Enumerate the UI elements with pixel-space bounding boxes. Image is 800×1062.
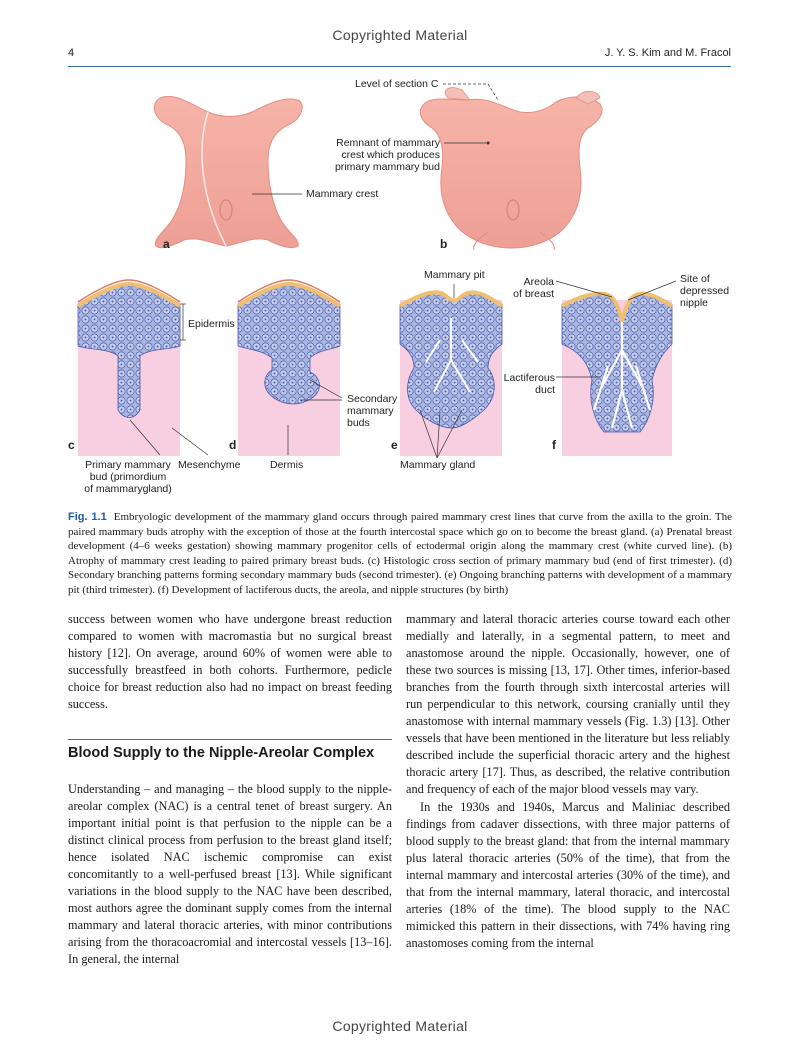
label-primary-bud-line1: Primary mammary [85,459,171,471]
section-heading: Blood Supply to the Nipple-Areolar Complex [68,745,375,761]
panel-letter-b: b [440,237,448,251]
panel-d-histology [238,280,342,456]
label-areola-line1: Areola [523,276,554,288]
panel-letter-e: e [391,438,398,452]
running-head-authors: J. Y. S. Kim and M. Fracol [604,47,731,59]
label-primary-bud-line3: of mammarygland) [84,483,172,495]
label-mammary-gland: Mammary gland [400,459,476,471]
left-column-paragraph-1 [68,611,392,713]
label-primary-bud-line2: bud (primordium [89,471,167,483]
label-remnant [334,137,440,173]
panel-letter-f: f [552,438,556,452]
label-lactiferous-line1: Lactiferous [503,372,555,384]
label-secondary-line2: mammary [347,405,394,417]
label-site [680,273,729,309]
figure-caption [68,510,732,598]
panel-letter-c: c [68,438,75,452]
label-level-of-section: Level of section C [355,78,439,90]
panel-b-embryo [420,84,602,250]
body-paragraph: Understanding – and managing – the blood supply to the nipple-areolar complex (NAC) is a central tenet of breast surgery. An important initial point is that perfusion to the nipple can be a distinct clinical process from perfusion to the breast gland itself; hence isolated NAC ischemic compromise can exist concomitantly to a well-perfused breast [13]. While significant variations in the blood supply to the NAC have been described, most authors agree the dominant supply comes from the internal mammary and lateral thoracic arteries, with minor contributions arising from the thoracoacromial and intercostal vessels [13–16]. In general, the internal [68,782,392,967]
body-paragraph: success between women who have undergone breast reduction compared to women with macromastia but no surgical breast history [12]. On average, around 60% of women were able to successfully breastfeed in both cohorts. Furthermore, pedicle choice for breast reduction also had no impact on breast feeding success. [68,612,392,712]
label-lactiferous-line2: duct [535,384,555,396]
watermark-bottom: Copyrighted Material [332,1018,468,1034]
body-paragraph: In the 1930s and 1940s, Marcus and Maliniac described findings from cadaver dissections, with three major patterns of blood supply to the breast gland: that from the internal mammary plus lateral thoracic arteries (50% of the time), that from the internal mammary and intercostal arteries (30% of the time), and that from the internal mammary, lateral thoracic, and intercostal arteries (18% of the time). The blood supply to the NAC mimicked this pattern in their dissections, with 74% having ring anastomoses coming from the internal [406,799,730,950]
figure-caption-label: Fig. 1.1 [68,511,107,523]
body-paragraph: mammary and lateral thoracic arteries course toward each other medially and laterally, in a segmental pattern, to meet and anastomose around the nipple. Occasionally, however, one of these two sources is missing [13, 17]. Other times, inferior-based branches from the fourth through sixth intercostal arteries will run perpendicular to this network, coursing cranially until they anastomose with internal mammary vessels (Fig. 1.3) [13]. Other vessels that have been mentioned in the literature but less reliably described include the superficial thoracic artery and the highest thoracic artery [17]. Thus, as described, the relative contribution and frequency of each of the major blood vessels may vary. [406,612,730,797]
label-mesenchyme: Mesenchyme [178,459,241,471]
panel-f-histology [556,281,676,456]
label-site-line3: nipple [680,297,709,309]
label-remnant-line1: Remnant of mammary [336,137,440,149]
label-site-line2: depressed [680,285,730,297]
label-secondary-line1: Secondary [347,393,398,405]
label-epidermis: Epidermis [188,318,235,330]
label-secondary [347,393,397,429]
label-remnant-line3: primary mammary bud [334,161,440,173]
right-column [406,611,730,952]
figure-illustration [0,0,800,505]
label-dermis: Dermis [270,459,304,471]
label-areola-line2: of breast [513,288,554,300]
figure-caption-text: Embryologic development of the mammary gland occurs through paired mammary crest lines that curve from the axilla to the groin. The paired mammary buds atrophy with the exception of those at the fourth intercostal space which go on to become the breast gland. (a) Prenatal breast development (4–6 weeks gestation) showing mammary progenitor cells of ectodermal origin along the mammary crest (white curved line). (b) Atrophy of mammary crest leading to paired primary breast buds. (c) Histologic cross section of primary mammary bud (end of first trimester). (d) Secondary branching patterns forming secondary mammary buds (second trimester). (e) Ongoing branching patterns with development of a mammary pit (third trimester). (f) Development of lactiferous ducts, the areola, and nipple structures (by birth) [68,511,732,596]
watermark-top: Copyrighted Material [332,27,468,43]
section-rule [68,739,392,740]
label-areola [506,276,554,300]
label-mammary-crest: Mammary crest [306,188,379,200]
panel-letter-d: d [229,438,237,452]
panel-e-histology [400,284,502,458]
panel-letter-a: a [163,237,170,251]
panel-c-histology [78,280,208,456]
label-mammary-pit: Mammary pit [424,269,485,281]
left-column-paragraph-2 [68,781,392,969]
label-primary-bud [80,459,176,495]
label-secondary-line3: buds [347,417,370,429]
label-remnant-line2: crest which produces [341,149,440,161]
label-site-line1: Site of [680,273,710,285]
label-lactiferous [500,372,555,396]
panel-a-embryo [154,96,302,247]
page-number: 4 [68,47,75,59]
